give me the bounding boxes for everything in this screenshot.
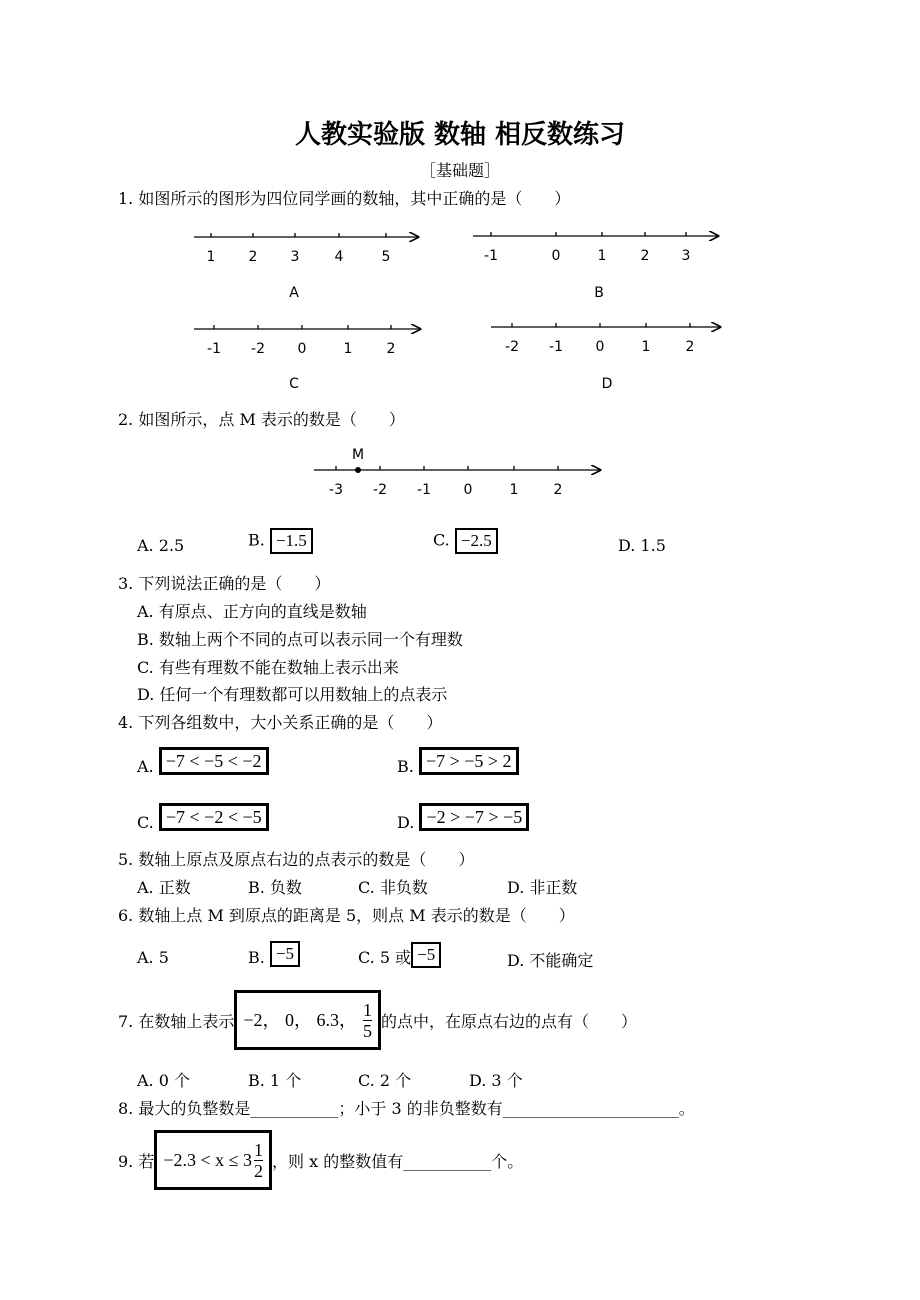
number-line-b-letter: B <box>594 285 604 301</box>
q6-option-b-math: −5 <box>270 941 300 967</box>
question-6-stem: 6. 数轴上点 M 到原点的距离是 5，则点 M 表示的数是（ ） <box>118 906 575 925</box>
question-5-stem: 5. 数轴上原点及原点右边的点表示的数是（ ） <box>118 850 475 869</box>
number-line-a-tick-label: 3 <box>290 249 300 265</box>
q2-option-d: D. 1.5 <box>618 536 666 555</box>
q7-option-d: D. 3 个 <box>469 1071 523 1090</box>
q4-option-c-math: −7 < −2 < −5 <box>159 803 269 831</box>
question-1-stem: 1. 如图所示的图形为四位同学画的数轴，其中正确的是（ ） <box>118 189 571 208</box>
q9-fraction-denominator: 2 <box>254 1160 264 1181</box>
number-line-c-tick-label: -2 <box>251 341 265 357</box>
q4-option-b-label: B. <box>397 756 414 776</box>
q9-inequality-text: −2.3 < x ≤ 3 <box>163 1150 253 1170</box>
q4-option-a <box>137 747 269 775</box>
q4-option-d-label: D. <box>397 812 415 832</box>
number-line-a <box>194 233 418 301</box>
q7-fraction-denominator: 5 <box>363 1020 373 1041</box>
section-heading: ［基础题］ <box>419 161 500 180</box>
number-line-a-tick-label: 5 <box>381 249 391 265</box>
number-line-b-tick-label: 0 <box>551 248 561 264</box>
q6-option-b-label: B. <box>248 947 265 967</box>
q6-option-b <box>248 941 300 967</box>
q6-option-c-label: C. 5 或 <box>358 948 412 967</box>
q2-option-b-math: −1.5 <box>270 528 313 554</box>
q9-inequality <box>154 1130 272 1190</box>
q7-number-list: −2， 0， 6.3， <box>243 1010 358 1030</box>
q3-option-d: D. 任何一个有理数都可以用数轴上的点表示 <box>137 685 448 704</box>
number-line-q2-tick-label: 0 <box>463 482 473 498</box>
q6-option-c <box>358 941 441 968</box>
question-7-stem <box>118 990 637 1050</box>
number-line-b-tick-label: -1 <box>484 248 498 264</box>
number-line-c <box>194 325 420 392</box>
q7-fraction <box>363 1000 372 1041</box>
number-line-d-tick-label: -1 <box>549 339 563 355</box>
q2-option-c-label: C. <box>433 530 450 550</box>
q7-option-c: C. 2 个 <box>358 1071 412 1090</box>
q4-option-d-math: −2 > −7 > −5 <box>419 803 529 831</box>
number-line-d <box>491 323 720 392</box>
number-line-q2-tick-label: 2 <box>553 482 563 498</box>
number-line-q2-tick-label: 1 <box>509 482 519 498</box>
q7-stem-prefix: 7. 在数轴上表示 <box>118 1011 235 1031</box>
q4-option-b-math: −7 > −5 > 2 <box>419 747 519 775</box>
question-8-stem: 8. 最大的负整数是___________；小于 3 的非负整数有______________________。 <box>118 1099 695 1118</box>
number-line-a-tick-label: 1 <box>206 249 216 265</box>
q3-option-c: C. 有些有理数不能在数轴上表示出来 <box>137 658 399 677</box>
q5-option-c: C. 非负数 <box>358 878 428 897</box>
number-line-d-tick-label: 0 <box>595 339 605 355</box>
q5-option-b: B. 负数 <box>248 878 302 897</box>
q7-fraction-numerator: 1 <box>363 999 373 1020</box>
number-line-q2-tick-label: -3 <box>329 482 343 498</box>
q2-option-a: A. 2.5 <box>137 536 185 555</box>
number-line-q2 <box>314 447 600 498</box>
q9-suffix: ，则 x 的整数值有___________个。 <box>272 1151 524 1171</box>
q4-option-d <box>397 803 529 831</box>
number-line-b-tick-label: 1 <box>597 248 607 264</box>
point-m-marker <box>355 467 361 473</box>
q6-option-c-math: −5 <box>411 942 441 968</box>
number-line-c-tick-label: 2 <box>386 341 396 357</box>
q5-option-a: A. 正数 <box>137 878 191 897</box>
q7-option-a: A. 0 个 <box>137 1071 190 1090</box>
q4-option-a-label: A. <box>137 756 154 776</box>
q4-option-c-label: C. <box>137 812 154 832</box>
number-line-b-tick-label: 2 <box>640 248 650 264</box>
number-line-d-letter: D <box>601 376 613 392</box>
q5-option-d: D. 非正数 <box>507 878 578 897</box>
q2-option-b <box>248 528 313 554</box>
question-3-stem: 3. 下列说法正确的是（ ） <box>118 574 331 593</box>
number-line-c-tick-label: -1 <box>207 341 221 357</box>
number-line-a-tick-label: 4 <box>334 249 344 265</box>
q9-fraction <box>254 1140 263 1181</box>
number-line-a-tick-label: 2 <box>248 249 258 265</box>
q2-option-c <box>433 528 498 554</box>
q2-option-b-label: B. <box>248 530 265 550</box>
q4-option-c <box>137 803 269 831</box>
number-line-a-letter: A <box>289 285 299 301</box>
number-line-d-tick-label: -2 <box>505 339 519 355</box>
number-line-q2-tick-label: -2 <box>373 482 387 498</box>
number-line-c-letter: C <box>289 376 299 392</box>
point-m-label: M <box>351 447 365 463</box>
number-line-b <box>473 232 718 301</box>
q6-option-d: D. 不能确定 <box>507 951 594 970</box>
q3-option-a: A. 有原点、正方向的直线是数轴 <box>137 602 367 621</box>
q7-option-b: B. 1 个 <box>248 1071 302 1090</box>
q7-number-set <box>234 990 381 1050</box>
q6-option-a: A. 5 <box>137 948 169 967</box>
q4-option-b <box>397 747 519 775</box>
q7-stem-suffix: 的点中，在原点右边的点有（ ） <box>381 1011 638 1031</box>
number-line-c-tick-label: 0 <box>297 341 307 357</box>
question-2-stem: 2. 如图所示，点 M 表示的数是（ ） <box>118 410 405 429</box>
number-line-b-tick-label: 3 <box>681 248 691 264</box>
number-line-c-tick-label: 1 <box>343 341 353 357</box>
q9-prefix: 9. 若 <box>118 1151 155 1171</box>
number-line-d-tick-label: 1 <box>641 339 651 355</box>
q2-option-c-math: −2.5 <box>455 528 498 554</box>
question-4-stem: 4. 下列各组数中，大小关系正确的是（ ） <box>118 713 443 732</box>
page-title: 人教实验版 数轴 相反数练习 <box>294 120 626 150</box>
q3-option-b: B. 数轴上两个不同的点可以表示同一个有理数 <box>137 630 463 649</box>
number-line-d-tick-label: 2 <box>685 339 695 355</box>
number-line-q2-tick-label: -1 <box>417 482 431 498</box>
q9-fraction-numerator: 1 <box>254 1139 264 1160</box>
question-9-stem <box>118 1130 523 1190</box>
q4-option-a-math: −7 < −5 < −2 <box>159 747 269 775</box>
